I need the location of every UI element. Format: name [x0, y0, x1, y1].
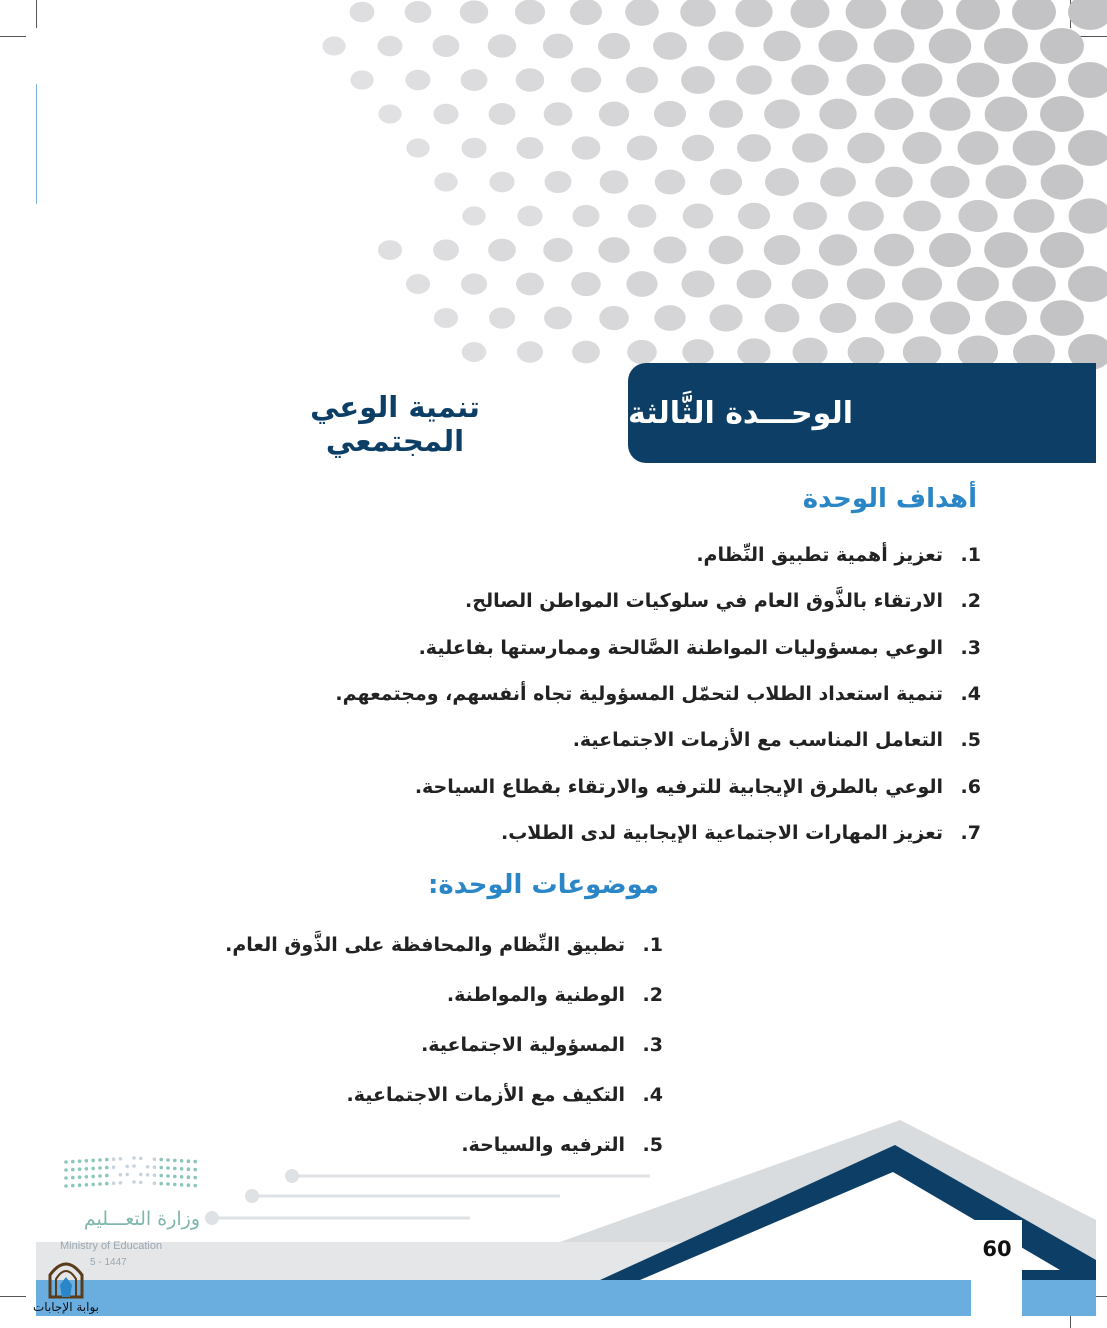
logo-dot [180, 1167, 184, 1171]
decor-dot [765, 168, 799, 196]
decor-dot [489, 103, 516, 125]
logo-dot [78, 1183, 82, 1187]
decor-dot [627, 340, 657, 364]
decor-dot [598, 237, 629, 263]
logo-dot [180, 1175, 184, 1179]
decor-dot [957, 267, 999, 301]
decor-dot [737, 338, 770, 365]
logo-dot [71, 1184, 75, 1188]
decor-dot [902, 132, 941, 164]
decor-dot [985, 165, 1026, 199]
portal-logo-icon [44, 1255, 88, 1299]
decor-dot [793, 202, 827, 230]
decor-dot [847, 268, 885, 299]
decor-dot [681, 66, 715, 94]
logo-dot [71, 1168, 75, 1172]
logo-dot [139, 1173, 143, 1177]
decor-dot [930, 166, 969, 198]
decor-dot [599, 102, 629, 127]
decor-dot [655, 169, 685, 194]
decor-dot [406, 274, 430, 294]
logo-dot [78, 1175, 82, 1179]
logo-dot [64, 1160, 68, 1164]
decor-dot [516, 273, 544, 296]
logo-dot [153, 1165, 157, 1169]
logo-dot [98, 1166, 102, 1170]
logo-dot [153, 1157, 157, 1161]
decor-dot [350, 2, 375, 22]
decor-dot [350, 70, 373, 89]
decor-dot [571, 272, 601, 296]
logo-dot [153, 1181, 157, 1185]
decor-dot [985, 301, 1027, 335]
decor-dot [405, 1, 432, 23]
decor-dot [544, 102, 573, 125]
decor-dot [1068, 62, 1107, 98]
decor-dot [434, 172, 457, 191]
decor-dot [489, 172, 514, 193]
decor-dot [378, 36, 403, 56]
logo-dot [119, 1173, 123, 1177]
decor-dot [599, 306, 629, 330]
decor-dot [765, 304, 800, 333]
decor-dot [903, 201, 941, 232]
logo-dot [71, 1176, 75, 1180]
decor-dot [818, 30, 857, 62]
unit-number-band [628, 363, 1096, 463]
decor-dot [462, 206, 485, 225]
logo-dot [173, 1183, 177, 1187]
ministry-name-arabic: وزارة التعـــليم [83, 1208, 200, 1230]
logo-dot [119, 1157, 123, 1161]
decor-dot [738, 203, 770, 229]
decor-dot [1012, 266, 1056, 302]
decor-dot [572, 341, 600, 364]
topic-item: 2. الوطنية والمواطنة. [446, 984, 663, 1006]
footer-blue-strip-right [1022, 1280, 1096, 1316]
unit-title: تنمية الوعي المجتمعي [310, 390, 480, 458]
decor-dot [488, 239, 516, 262]
decor-dot [792, 133, 828, 162]
logo-dot [98, 1158, 102, 1162]
logo-dot [187, 1175, 191, 1179]
logo-dot [112, 1181, 116, 1185]
logo-dot [159, 1182, 163, 1186]
decor-dot [984, 232, 1028, 268]
logo-dot [139, 1181, 143, 1185]
logo-dot [187, 1183, 191, 1187]
goals-heading: أهداف الوحدة [802, 484, 977, 514]
goal-item: 4. تنمية استعداد الطلاب لتحمّل المسؤولية تجاه أنفسهم، ومجتمعهم. [335, 683, 981, 706]
decor-dot [984, 28, 1028, 64]
topic-item: 5. الترفيه والسياحة. [461, 1134, 663, 1156]
decor-dot [874, 234, 914, 267]
portal-label: بوابة الإجابات [32, 1300, 99, 1314]
decor-dot [461, 69, 488, 91]
decor-dot [709, 236, 744, 265]
decor-dot [902, 268, 942, 301]
decor-dot [572, 136, 601, 160]
decor-dot [848, 201, 884, 230]
page-number: 60 [982, 1237, 1012, 1261]
logo-dot [85, 1167, 89, 1171]
logo-dot [105, 1174, 109, 1178]
decor-dot [1012, 0, 1056, 30]
footer-blue-strip [36, 1280, 971, 1316]
decor-dot [406, 138, 429, 157]
decor-dot [764, 235, 801, 265]
goal-item: 6. الوعي بالطرق الإيجابية للترفيه والارتقاء بقطاع السياحة. [414, 775, 981, 798]
goals-list [335, 532, 981, 856]
logo-dot [64, 1184, 68, 1188]
logo-dot [139, 1157, 143, 1161]
decor-dot [709, 304, 742, 331]
decor-dot [764, 99, 800, 128]
logo-dot [166, 1174, 170, 1178]
ministry-name-english: Ministry of Education [60, 1240, 163, 1252]
goal-item: 2. الارتقاء بالذَّوق العام في سلوكيات المواطن الصالح. [465, 590, 981, 613]
decor-dot [322, 36, 345, 55]
decor-dot [1013, 130, 1056, 165]
decor-dot [875, 302, 913, 334]
logo-dot [91, 1183, 95, 1187]
decor-dot [820, 303, 857, 333]
decor-dot [682, 339, 713, 365]
logo-dot [173, 1167, 177, 1171]
decor-dot [929, 233, 971, 267]
decor-dot [1012, 62, 1056, 98]
logo-dot [180, 1183, 184, 1187]
logo-dot [125, 1165, 129, 1169]
decor-dot [958, 200, 997, 232]
decor-dot [515, 0, 545, 24]
logo-dot [91, 1167, 95, 1171]
decor-dot [1040, 300, 1084, 336]
decor-dot [543, 238, 572, 262]
decor-dot [516, 68, 545, 91]
logo-dot [64, 1176, 68, 1180]
logo-dot [64, 1168, 68, 1172]
decor-dot [737, 134, 771, 162]
footer-line-dot [205, 1211, 219, 1225]
decor-dot [1068, 0, 1107, 30]
decor-dot [572, 205, 599, 227]
footer-line-dot [245, 1189, 259, 1203]
decor-dot [434, 308, 458, 328]
decor-dot [846, 64, 885, 96]
logo-dot [91, 1159, 95, 1163]
decor-dot [1069, 198, 1107, 233]
topic-item: 3. المسؤولية الاجتماعية. [421, 1034, 663, 1056]
decor-dot [654, 305, 685, 331]
decor-dot [378, 240, 402, 260]
decor-dot [791, 65, 828, 96]
decor-dot [902, 63, 943, 97]
logo-dot [166, 1166, 170, 1170]
decor-dot [461, 138, 486, 159]
decor-dot [819, 234, 857, 265]
decor-dot [543, 34, 573, 59]
logo-dot [173, 1175, 177, 1179]
decor-dot [461, 273, 487, 294]
logo-dot [146, 1173, 150, 1177]
decor-dot [627, 136, 657, 161]
decor-dot [957, 62, 1000, 97]
footer-line-dot [285, 1169, 299, 1183]
decor-dot [682, 135, 714, 161]
decor-dot [737, 270, 772, 299]
decor-dot [462, 342, 486, 362]
decor-dot [846, 0, 887, 29]
decor-dot [790, 0, 829, 28]
decor-dot [985, 96, 1028, 131]
decor-dot [956, 0, 1000, 30]
logo-dot [119, 1181, 123, 1185]
goal-item: 7. تعزيز المهارات الاجتماعية الإيجابية لدى الطلاب. [500, 821, 981, 844]
logo-dot [193, 1176, 197, 1180]
decor-dot [763, 31, 800, 62]
goal-item: 5. التعامل المناسب مع الأزمات الاجتماعية. [572, 729, 981, 752]
goal-item: 1. تعزيز أهمية تطبيق النِّظام. [696, 544, 981, 567]
decor-dot [820, 167, 856, 196]
logo-dot [125, 1173, 129, 1177]
decor-dot [683, 203, 714, 228]
decor-dot [1013, 199, 1054, 233]
logo-dot [71, 1160, 75, 1164]
logo-dot [112, 1165, 116, 1169]
logo-dot [85, 1175, 89, 1179]
logo-dot [193, 1184, 197, 1188]
decor-dot [405, 70, 430, 91]
logo-dot [132, 1156, 136, 1160]
decor-dot [517, 137, 544, 159]
logo-dot [98, 1174, 102, 1178]
logo-dot [98, 1182, 102, 1186]
decor-dot [544, 307, 572, 330]
logo-dot [78, 1159, 82, 1163]
decor-dot [433, 104, 458, 125]
decor-dot [653, 236, 686, 263]
decor-dot [680, 0, 716, 27]
ministry-logo [60, 1152, 200, 1202]
decor-dot [792, 269, 829, 299]
decor-dot [598, 33, 630, 59]
decor-dot [600, 170, 629, 194]
topic-item: 1. تطبيق النِّظام والمحافظة على الذَّوق العام. [225, 934, 663, 956]
logo-dot [159, 1174, 163, 1178]
decor-dot [847, 133, 885, 164]
decor-dot [710, 169, 742, 195]
topic-item: 4. التكيف مع الأزمات الاجتماعية. [346, 1084, 663, 1106]
decor-dot [517, 341, 543, 362]
logo-dot [166, 1182, 170, 1186]
logo-dot [112, 1157, 116, 1161]
logo-dot [187, 1159, 191, 1163]
logo-dot [159, 1158, 163, 1162]
decor-dot [378, 104, 401, 123]
decor-dot [874, 29, 915, 63]
decor-dot [460, 0, 488, 23]
decor-dot [930, 302, 970, 335]
logo-dot [85, 1183, 89, 1187]
decor-dot [545, 171, 572, 193]
decor-dot [930, 97, 971, 131]
decor-dot [957, 131, 998, 165]
decor-dot [1040, 232, 1084, 268]
logo-dot [180, 1159, 184, 1163]
decor-dot [819, 99, 856, 130]
decor-dot [489, 307, 515, 328]
decor-dot [517, 206, 542, 227]
decor-dot [653, 32, 687, 60]
ministry-year: 5 - 1447 [90, 1257, 127, 1268]
decor-dot [571, 68, 601, 93]
logo-dot [105, 1166, 109, 1170]
logo-dot [91, 1175, 95, 1179]
decor-dot [1040, 96, 1084, 132]
decor-dot [929, 29, 972, 64]
decor-dot [735, 0, 772, 27]
logo-dot [105, 1182, 109, 1186]
logo-dot [166, 1158, 170, 1162]
unit-number-label: الوحـــدة الثَّالثة [628, 395, 853, 431]
logo-dot [132, 1164, 136, 1168]
logo-dot [187, 1167, 191, 1171]
topics-heading: موضوعات الوحدة: [427, 870, 659, 900]
decor-dot [626, 67, 658, 93]
decor-dot [708, 31, 744, 60]
decor-dot [626, 271, 657, 297]
decor-dot [875, 167, 913, 198]
decor-dot [1068, 266, 1107, 302]
decor-dot [1068, 130, 1107, 166]
decor-dot [709, 100, 743, 128]
logo-dot [193, 1160, 197, 1164]
decor-dot [1040, 28, 1084, 64]
logo-dot [146, 1165, 150, 1169]
logo-dot [159, 1166, 163, 1170]
decor-dot [570, 0, 602, 25]
logo-dot [85, 1159, 89, 1163]
decor-dot [736, 65, 772, 94]
decor-dot [488, 34, 517, 57]
decor-dot [874, 98, 913, 130]
decor-dot [654, 101, 686, 127]
dot-pattern-decoration [0, 0, 1107, 380]
logo-dot [193, 1168, 197, 1172]
logo-dot [78, 1167, 82, 1171]
goal-item: 3. الوعي بمسؤوليات المواطنة الصَّالحة وممارستها بفاعلية. [418, 636, 981, 659]
decor-dot [433, 35, 460, 57]
decor-dot [1041, 164, 1084, 199]
logo-dot [173, 1159, 177, 1163]
decor-dot [628, 204, 657, 228]
decor-dot [625, 0, 659, 26]
logo-dot [105, 1158, 109, 1162]
decor-dot [681, 270, 714, 297]
decor-dot [901, 0, 944, 29]
decor-dot [433, 239, 459, 260]
logo-dot [153, 1173, 157, 1177]
logo-dot [132, 1180, 136, 1184]
